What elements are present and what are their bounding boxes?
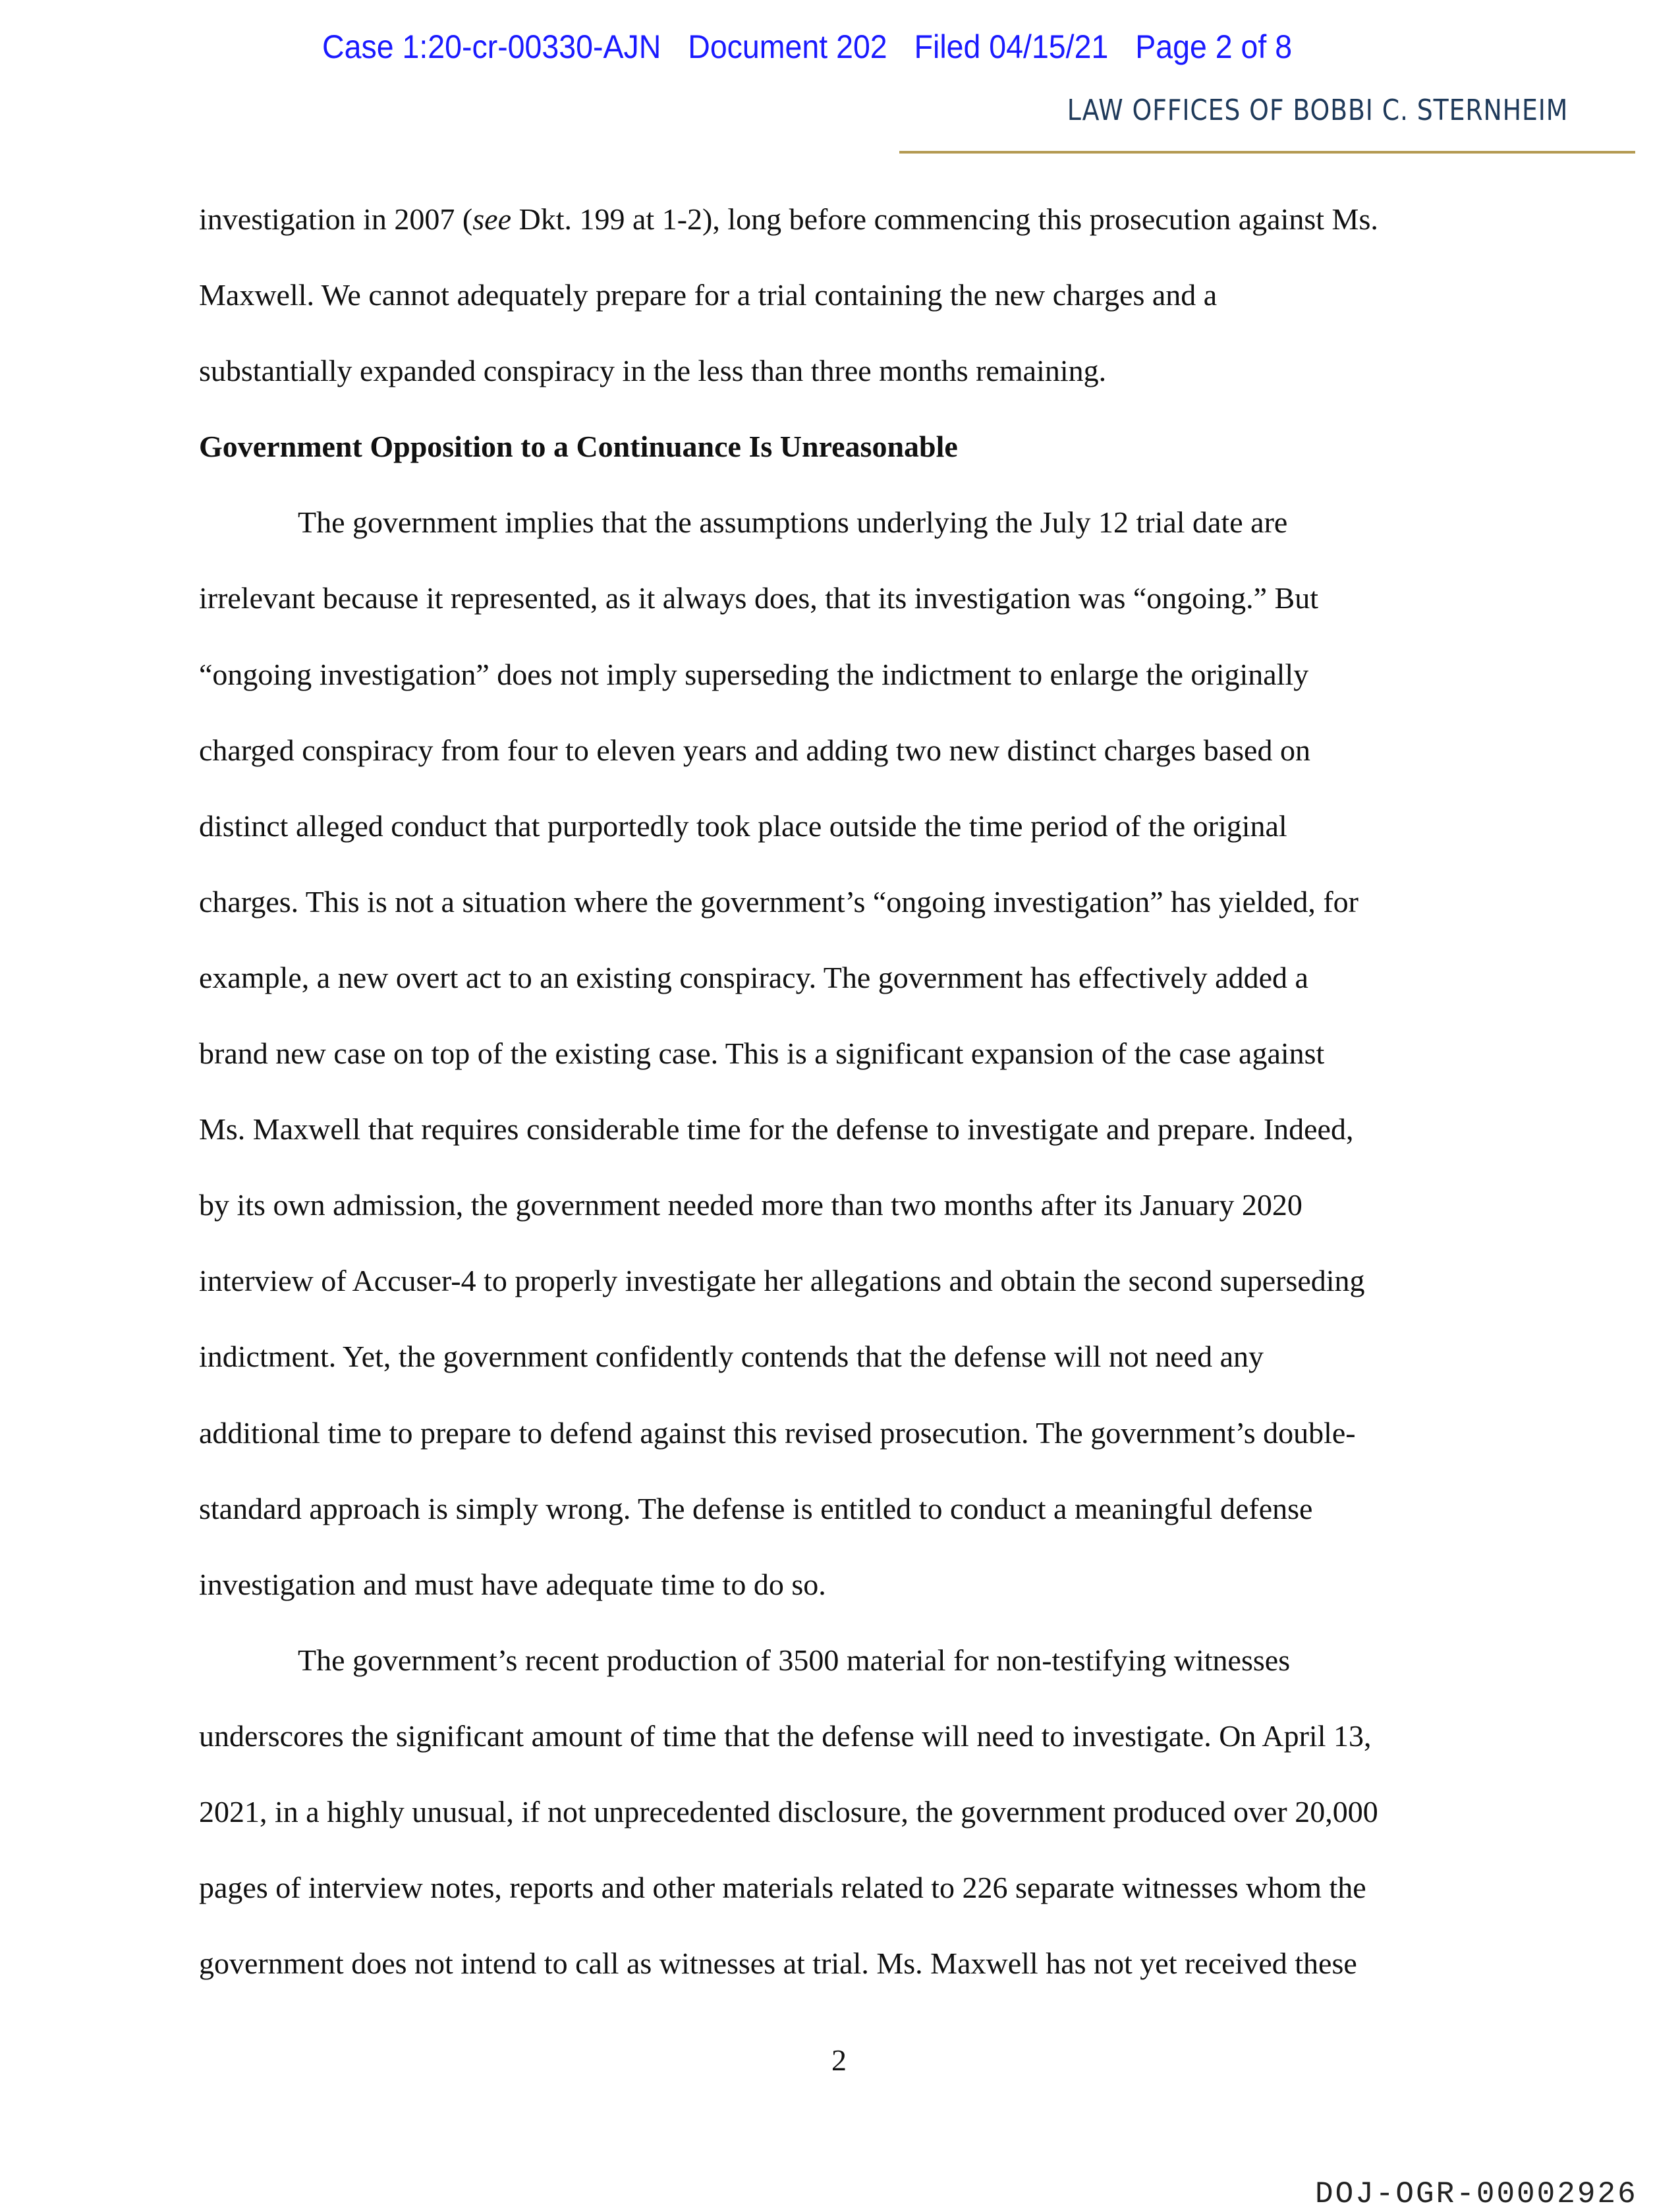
text-segment: pages of interview notes, reports and other materials related to 226 separate witnesses whom the bbox=[199, 1871, 1366, 1905]
text-segment: standard approach is simply wrong. The defense is entitled to conduct a meaningful defense bbox=[199, 1491, 1313, 1525]
text-segment: substantially expanded conspiracy in the less than three months remaining. bbox=[199, 354, 1107, 388]
text-line bbox=[199, 1167, 1517, 1243]
text-line bbox=[199, 333, 1517, 409]
text-line bbox=[199, 1319, 1517, 1394]
text-line bbox=[199, 1091, 1517, 1167]
text-segment: indictment. Yet, the government confidently contends that the defense will not need any bbox=[199, 1340, 1264, 1374]
page-number: 2 bbox=[831, 2043, 847, 2077]
text-segment: underscores the significant amount of time that the defense will need to investigate. On April 13, bbox=[199, 1718, 1372, 1753]
text-segment: Government Opposition to a Continuance Is Unreasonable bbox=[199, 430, 958, 464]
text-line bbox=[199, 1471, 1517, 1546]
text-segment: government does not intend to call as witnesses at trial. Ms. Maxwell has not yet received these bbox=[199, 1946, 1357, 1981]
text-segment: charged conspiracy from four to eleven years and adding two new distinct charges based on bbox=[199, 733, 1310, 767]
text-line bbox=[199, 864, 1517, 940]
document-body bbox=[199, 181, 1517, 2001]
text-segment: irrelevant because it represented, as it always does, that its investigation was “ongoing.” But bbox=[199, 581, 1318, 615]
text-line bbox=[199, 1395, 1517, 1471]
text-segment: investigation in 2007 ( bbox=[199, 202, 473, 236]
text-segment: “ongoing investigation” does not imply superseding the indictment to enlarge the originally bbox=[199, 657, 1309, 691]
text-line bbox=[199, 560, 1517, 636]
bates-number: DOJ-OGR-00002926 bbox=[1315, 2177, 1638, 2211]
text-segment: interview of Accuser-4 to properly investigate her allegations and obtain the second superseding bbox=[199, 1264, 1365, 1298]
text-line bbox=[199, 1243, 1517, 1319]
text-segment: investigation and must have adequate time to do so. bbox=[199, 1567, 826, 1601]
text-segment: Dkt. 199 at 1-2), long before commencing this prosecution against Ms. bbox=[511, 202, 1378, 236]
text-line bbox=[199, 1925, 1517, 2001]
text-segment: Maxwell. We cannot adequately prepare for a trial containing the new charges and a bbox=[199, 278, 1218, 312]
text-line bbox=[199, 637, 1517, 712]
text-segment: The government implies that the assumptions underlying the July 12 trial date are bbox=[298, 505, 1288, 540]
text-line bbox=[199, 1850, 1517, 1925]
text-segment: additional time to prepare to defend against this revised prosecution. The government’s double- bbox=[199, 1415, 1356, 1450]
letterhead-rule bbox=[899, 151, 1635, 154]
text-segment: 2021, in a highly unusual, if not unprecedented disclosure, the government produced over 20,000 bbox=[199, 1794, 1378, 1829]
text-line bbox=[199, 1015, 1517, 1091]
text-line bbox=[199, 1774, 1517, 1850]
case-number: Case 1:20-cr-00330-AJN bbox=[322, 28, 661, 65]
text-segment: distinct alleged conduct that purportedly took place outside the time period of the original bbox=[199, 808, 1287, 843]
letterhead: LAW OFFICES OF BOBBI C. STERNHEIM bbox=[1067, 94, 1568, 127]
section-heading bbox=[199, 409, 1517, 484]
text-line bbox=[199, 1546, 1517, 1622]
text-segment: brand new case on top of the existing case. This is a significant expansion of the case against bbox=[199, 1036, 1325, 1071]
text-segment: Ms. Maxwell that requires considerable time for the defense to investigate and prepare. Indeed, bbox=[199, 1112, 1354, 1147]
text-line bbox=[199, 1622, 1517, 1698]
text-line bbox=[199, 788, 1517, 864]
text-segment: charges. This is not a situation where the government’s “ongoing investigation” has yielded, for bbox=[199, 884, 1358, 919]
italic-text: see bbox=[472, 202, 511, 236]
text-segment: example, a new overt act to an existing conspiracy. The government has effectively added a bbox=[199, 960, 1308, 994]
text-line bbox=[199, 257, 1517, 333]
text-line bbox=[199, 181, 1517, 257]
page-indicator: Page 2 of 8 bbox=[1135, 28, 1293, 65]
filed-date: Filed 04/15/21 bbox=[914, 28, 1109, 65]
text-line bbox=[199, 712, 1517, 788]
ecf-header bbox=[322, 28, 1319, 66]
text-segment: by its own admission, the government needed more than two months after its January 2020 bbox=[199, 1188, 1302, 1222]
document-number: Document 202 bbox=[688, 28, 887, 65]
text-line bbox=[199, 1698, 1517, 1774]
text-line bbox=[199, 484, 1517, 560]
text-line bbox=[199, 940, 1517, 1015]
text-segment: The government’s recent production of 3500 material for non-testifying witnesses bbox=[298, 1643, 1291, 1677]
